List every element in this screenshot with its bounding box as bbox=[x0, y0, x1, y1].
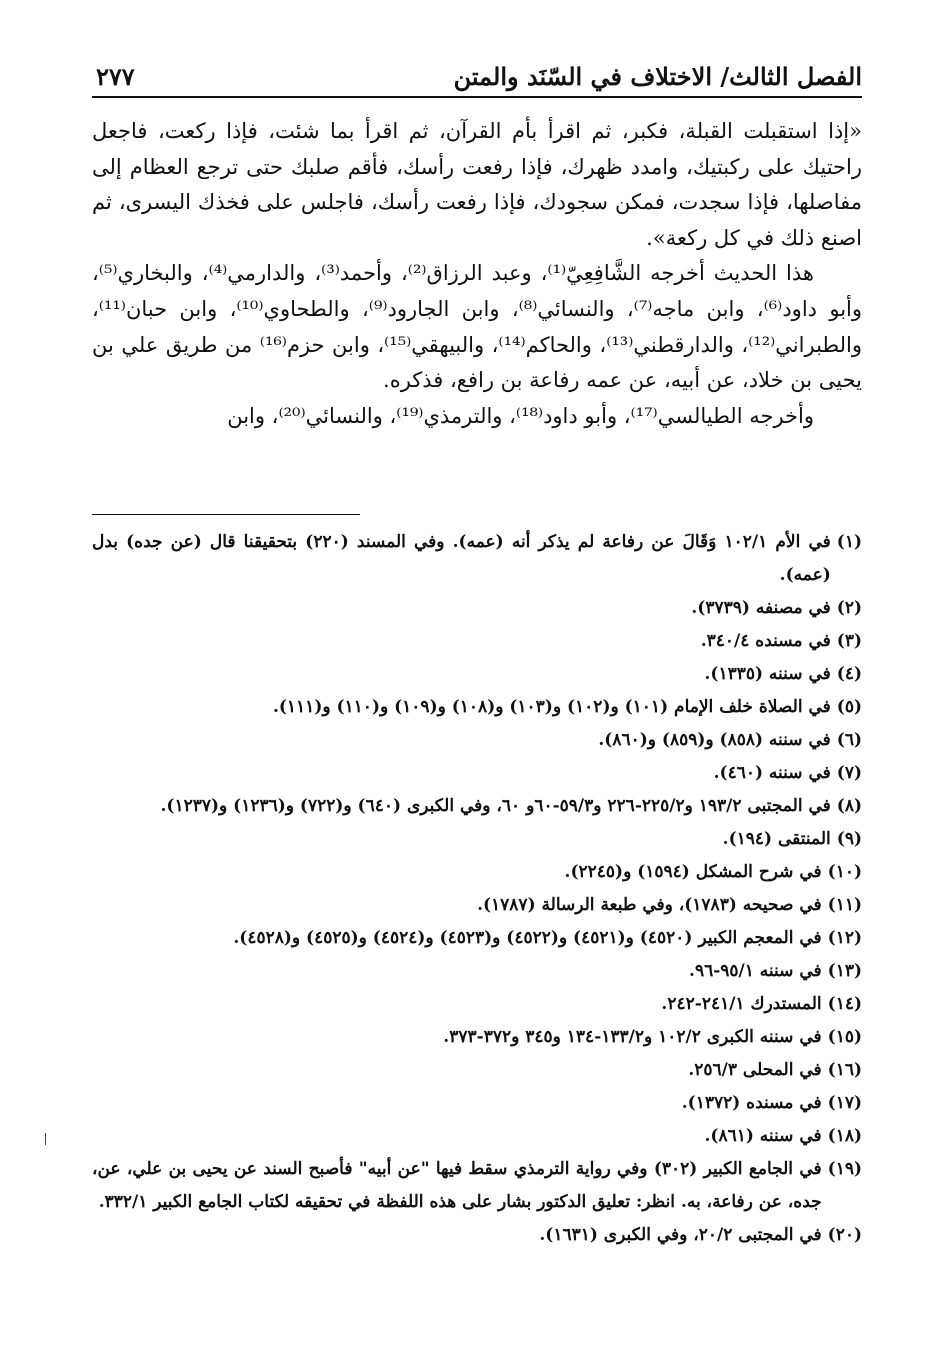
footnote-number: (١١) bbox=[827, 895, 862, 915]
footnote-text: في صحيحه (١٧٨٣)، وفي طبعة الرسالة (١٧٨٧). bbox=[477, 895, 822, 915]
footnote-item bbox=[92, 691, 862, 724]
footnote-text: في مسنده (١٣٧٢). bbox=[681, 1093, 822, 1113]
takhrij-paragraph: هذا الحديث أخرجه الشَّافِعِيّ⁽¹⁾، وعبد الرزاق⁽²⁾، وأحمد⁽³⁾، والدارمي⁽⁴⁾، والبخاري⁽⁵⁾، وأبو داود⁽⁶⁾، وابن ماجه⁽⁷⁾، والنسائي⁽⁸⁾، وابن الجارود⁽⁹⁾، والطحاوي⁽¹⁰⁾، وابن حبان⁽¹¹⁾، والطبراني⁽¹²⁾، والدارقطني⁽¹³⁾، والحاكم⁽¹⁴⁾، والبيهقي⁽¹⁵⁾، وابن حزم⁽¹⁶⁾ من طريق علي بن يحيى بن خلاد، عن أبيه، عن عمه رفاعة بن رافع، فذكره. bbox=[92, 261, 863, 393]
footnote-item bbox=[92, 889, 862, 922]
footnote-number: (٢) bbox=[836, 598, 862, 618]
footnote-text: في سننه (٨٥٨) و(٨٥٩) و(٨٦٠). bbox=[598, 730, 831, 750]
footnote-item bbox=[92, 658, 862, 691]
footnote-item bbox=[92, 625, 862, 658]
footnote-item bbox=[92, 1219, 862, 1252]
footnote-text: المنتقى (١٩٤). bbox=[722, 829, 831, 849]
footnote-item bbox=[92, 1054, 862, 1087]
footnote-text: في مسنده ٣٤٠/٤. bbox=[700, 631, 831, 651]
book-page bbox=[92, 0, 862, 1370]
footnote-number: (٩) bbox=[836, 829, 862, 849]
footnote-number: (٦) bbox=[836, 730, 862, 750]
footnote-item bbox=[92, 1120, 862, 1153]
main-text bbox=[92, 114, 862, 434]
footnote-item bbox=[92, 757, 862, 790]
footnote-item bbox=[92, 1153, 862, 1219]
footnote-text: في سننه (٤٦٠). bbox=[713, 763, 831, 783]
footnote-item bbox=[92, 790, 862, 823]
footnote-number: (١٠) bbox=[827, 862, 862, 882]
footnote-number: (٧) bbox=[836, 763, 862, 783]
footnote-text: في الجامع الكبير (٣٠٢) وفي رواية الترمذي سقط فيها "عن أبيه" فأصبح السند عن يحيى بن علي، عن، جده، عن رفاعة، به. انظر: تعليق الدكتور بشار على هذه اللفظة في تحقيقه لكتاب الجامع الكبير ٣٣٢/١. bbox=[92, 1159, 822, 1212]
footnote-text: في الصلاة خلف الإمام (١٠١) و(١٠٢) و(١٠٣) و(١٠٨) و(١٠٩) و(١١٠) و(١١١). bbox=[272, 697, 831, 717]
hadith-text: «إذا استقبلت القبلة، فكبر، ثم اقرأ بأم القرآن، ثم اقرأ بما شئت، فإذا ركعت، فاجعل راحتيك على ركبتيك، وامدد ظهرك، فإذا رفعت رأسك، فأقم صلبك حتى ترجع العظام إلى مفاصلها، فإذا سجدت، فمكن سجودك، فإذا رفعت رأسك، فاجلس على فخذك اليسرى، ثم اصنع ذلك في كل ركعة». bbox=[92, 119, 862, 250]
footnote-item bbox=[92, 856, 862, 889]
footnote-number: (١٩) bbox=[827, 1159, 862, 1179]
footnote-number: (١٢) bbox=[827, 928, 862, 948]
footnote-text: المستدرك ٢٤١/١-٢٤٢. bbox=[661, 994, 822, 1014]
footnote-text: في سننه الكبرى ١٠٢/٢ و١٣٣/٢-١٣٤ و٣٤٥ و٣٧٢-٣٧٣. bbox=[443, 1027, 822, 1047]
footnote-separator bbox=[92, 514, 360, 515]
footnote-item bbox=[92, 1021, 862, 1054]
footnote-number: (١٦) bbox=[827, 1060, 862, 1080]
footnote-number: (٢٠) bbox=[827, 1225, 862, 1245]
footnote-number: (٤) bbox=[836, 664, 862, 684]
page-number: ٢٧٧ bbox=[96, 62, 135, 91]
footnote-number: (١٥) bbox=[827, 1027, 862, 1047]
footnote-number: (٣) bbox=[836, 631, 862, 651]
running-header bbox=[92, 56, 862, 98]
footnote-text: في الأم ١٠٢/١ وَقَالَ عن رفاعة لم يذكر أنه (عمه). وفي المسند (٢٢٠) بتحقيقنا قال (عن جده) بدل (عمه). bbox=[92, 532, 831, 585]
footnote-item bbox=[92, 823, 862, 856]
footnote-number: (١٣) bbox=[827, 961, 862, 981]
takhrij-continuation: وأخرجه الطيالسي⁽¹⁷⁾، وأبو داود⁽¹⁸⁾، والترمذي⁽¹⁹⁾، والنسائي⁽²⁰⁾، وابن bbox=[227, 403, 814, 428]
footnote-text: في مصنفه (٣٧٣٩). bbox=[691, 598, 831, 618]
footnote-item bbox=[92, 724, 862, 757]
footnote-number: (١٤) bbox=[827, 994, 862, 1014]
footnote-text: في المجتبى ١٩٣/٢ و٢٢٥/٢-٢٢٦ و٥٩/٣-٦٠و ٦٠، وفي الكبرى (٦٤٠) و(٧٢٢) و(١٢٣٦) و(١٢٣٧). bbox=[160, 796, 831, 816]
footnote-text: في المعجم الكبير (٤٥٢٠) و(٤٥٢١) و(٤٥٢٢) و(٤٥٢٣) و(٤٥٢٤) و(٤٥٢٥) و(٤٥٢٨). bbox=[233, 928, 822, 948]
footnote-item bbox=[92, 1087, 862, 1120]
footnote-text: في سننه (٨٦١). bbox=[704, 1126, 822, 1146]
footnotes-section bbox=[92, 526, 862, 1252]
footnote-number: (١٨) bbox=[827, 1126, 862, 1146]
footnote-item bbox=[92, 922, 862, 955]
footnote-text: في سننه ٩٥/١-٩٦. bbox=[689, 961, 822, 981]
footnote-text: في سننه (١٣٣٥). bbox=[704, 664, 831, 684]
footnote-item bbox=[92, 526, 862, 592]
footnote-text: في شرح المشكل (١٥٩٤) و(٢٢٤٥). bbox=[564, 862, 822, 882]
footnote-item bbox=[92, 592, 862, 625]
footnote-item bbox=[92, 955, 862, 988]
footnote-number: (٥) bbox=[836, 697, 862, 717]
footnote-text: في المحلى ٢٥٦/٣. bbox=[688, 1060, 822, 1080]
footnote-number: (١) bbox=[836, 532, 862, 552]
margin-mark bbox=[45, 1133, 46, 1145]
chapter-title: الفصل الثالث/ الاختلاف في السّنَد والمتن bbox=[453, 62, 862, 91]
footnote-number: (٨) bbox=[836, 796, 862, 816]
footnote-number: (١٧) bbox=[827, 1093, 862, 1113]
footnote-item bbox=[92, 988, 862, 1021]
footnote-text: في المجتبى ٢٠/٢، وفي الكبرى (١٦٣١). bbox=[539, 1225, 822, 1245]
